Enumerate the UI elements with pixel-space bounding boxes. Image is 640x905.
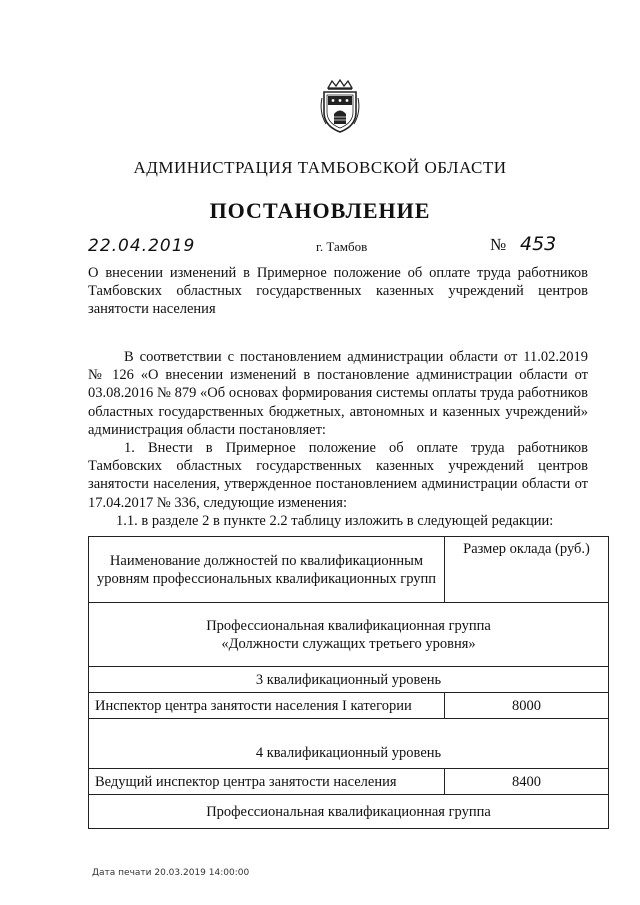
document-number: 453 — [520, 233, 557, 255]
document-type-title: ПОСТАНОВЛЕНИЕ — [209, 198, 431, 223]
coat-of-arms-icon — [318, 78, 362, 134]
table-level-4: 4 квалификационный уровень — [89, 719, 609, 769]
table-cell-salary: 8400 — [445, 769, 609, 795]
group-title-line-1: Профессиональная квалификационная группа — [206, 617, 491, 634]
document-body — [88, 348, 588, 530]
document-city: г. Тамбов — [316, 239, 368, 254]
table-cell-position: Ведущий инспектор центра занятости населения — [89, 769, 445, 795]
table-level-3: 3 квалификационный уровень — [89, 667, 609, 693]
body-paragraph-3: 1.1. в разделе 2 в пункте 2.2 таблицу изложить в следующей редакции: — [116, 512, 554, 529]
print-date-footer: Дата печати 20.03.2019 14:00:00 — [92, 868, 250, 878]
table-row — [89, 769, 609, 795]
body-paragraph-1: В соответствии с постановлением администрации области от 11.02.2019 № 126 «О внесении изменений в постановление администрации области от 03.08.2016 № 879 «Об основах формирования системы оплаты труда работников областных государственных бюджетных, автономных и казенных учреждений» администрация области постановляет: — [88, 349, 588, 438]
table-cell-salary: 8000 — [445, 693, 609, 719]
salary-table — [88, 536, 609, 829]
document-number-label: № — [490, 235, 507, 254]
table-group-title-2: Профессиональная квалификационная группа — [89, 795, 609, 829]
table-group-row — [89, 603, 609, 667]
table-level-row — [89, 719, 609, 769]
organization-name: АДМИНИСТРАЦИЯ ТАМБОВСКОЙ ОБЛАСТИ — [133, 158, 507, 177]
table-group-title — [89, 603, 609, 667]
body-paragraph-2: 1. Внести в Примерное положение об оплате труда работников Тамбовских областных государственных казенных учреждений центров занятости населения, утвержденное постановлением администрации области от 17.04.2017 № 336, следующие изменения: — [88, 440, 588, 511]
document-subject: О внесении изменений в Примерное положение об оплате труда работников Тамбовских областных государственных казенных учреждений центров занятости населения — [88, 265, 588, 317]
table-level-row — [89, 667, 609, 693]
table-cell-position: Инспектор центра занятости населения I категории — [89, 693, 445, 719]
table-header-row — [89, 537, 609, 603]
table-header-salary: Размер оклада (руб.) — [445, 537, 609, 603]
table-header-positions: Наименование должностей по квалификационным уровням профессиональных квалификационных групп — [89, 537, 445, 603]
table-group-row — [89, 795, 609, 829]
table-row — [89, 693, 609, 719]
document-date: 22.04.2019 — [88, 236, 196, 256]
group-title-line-2: «Должности служащих третьего уровня» — [221, 635, 476, 652]
